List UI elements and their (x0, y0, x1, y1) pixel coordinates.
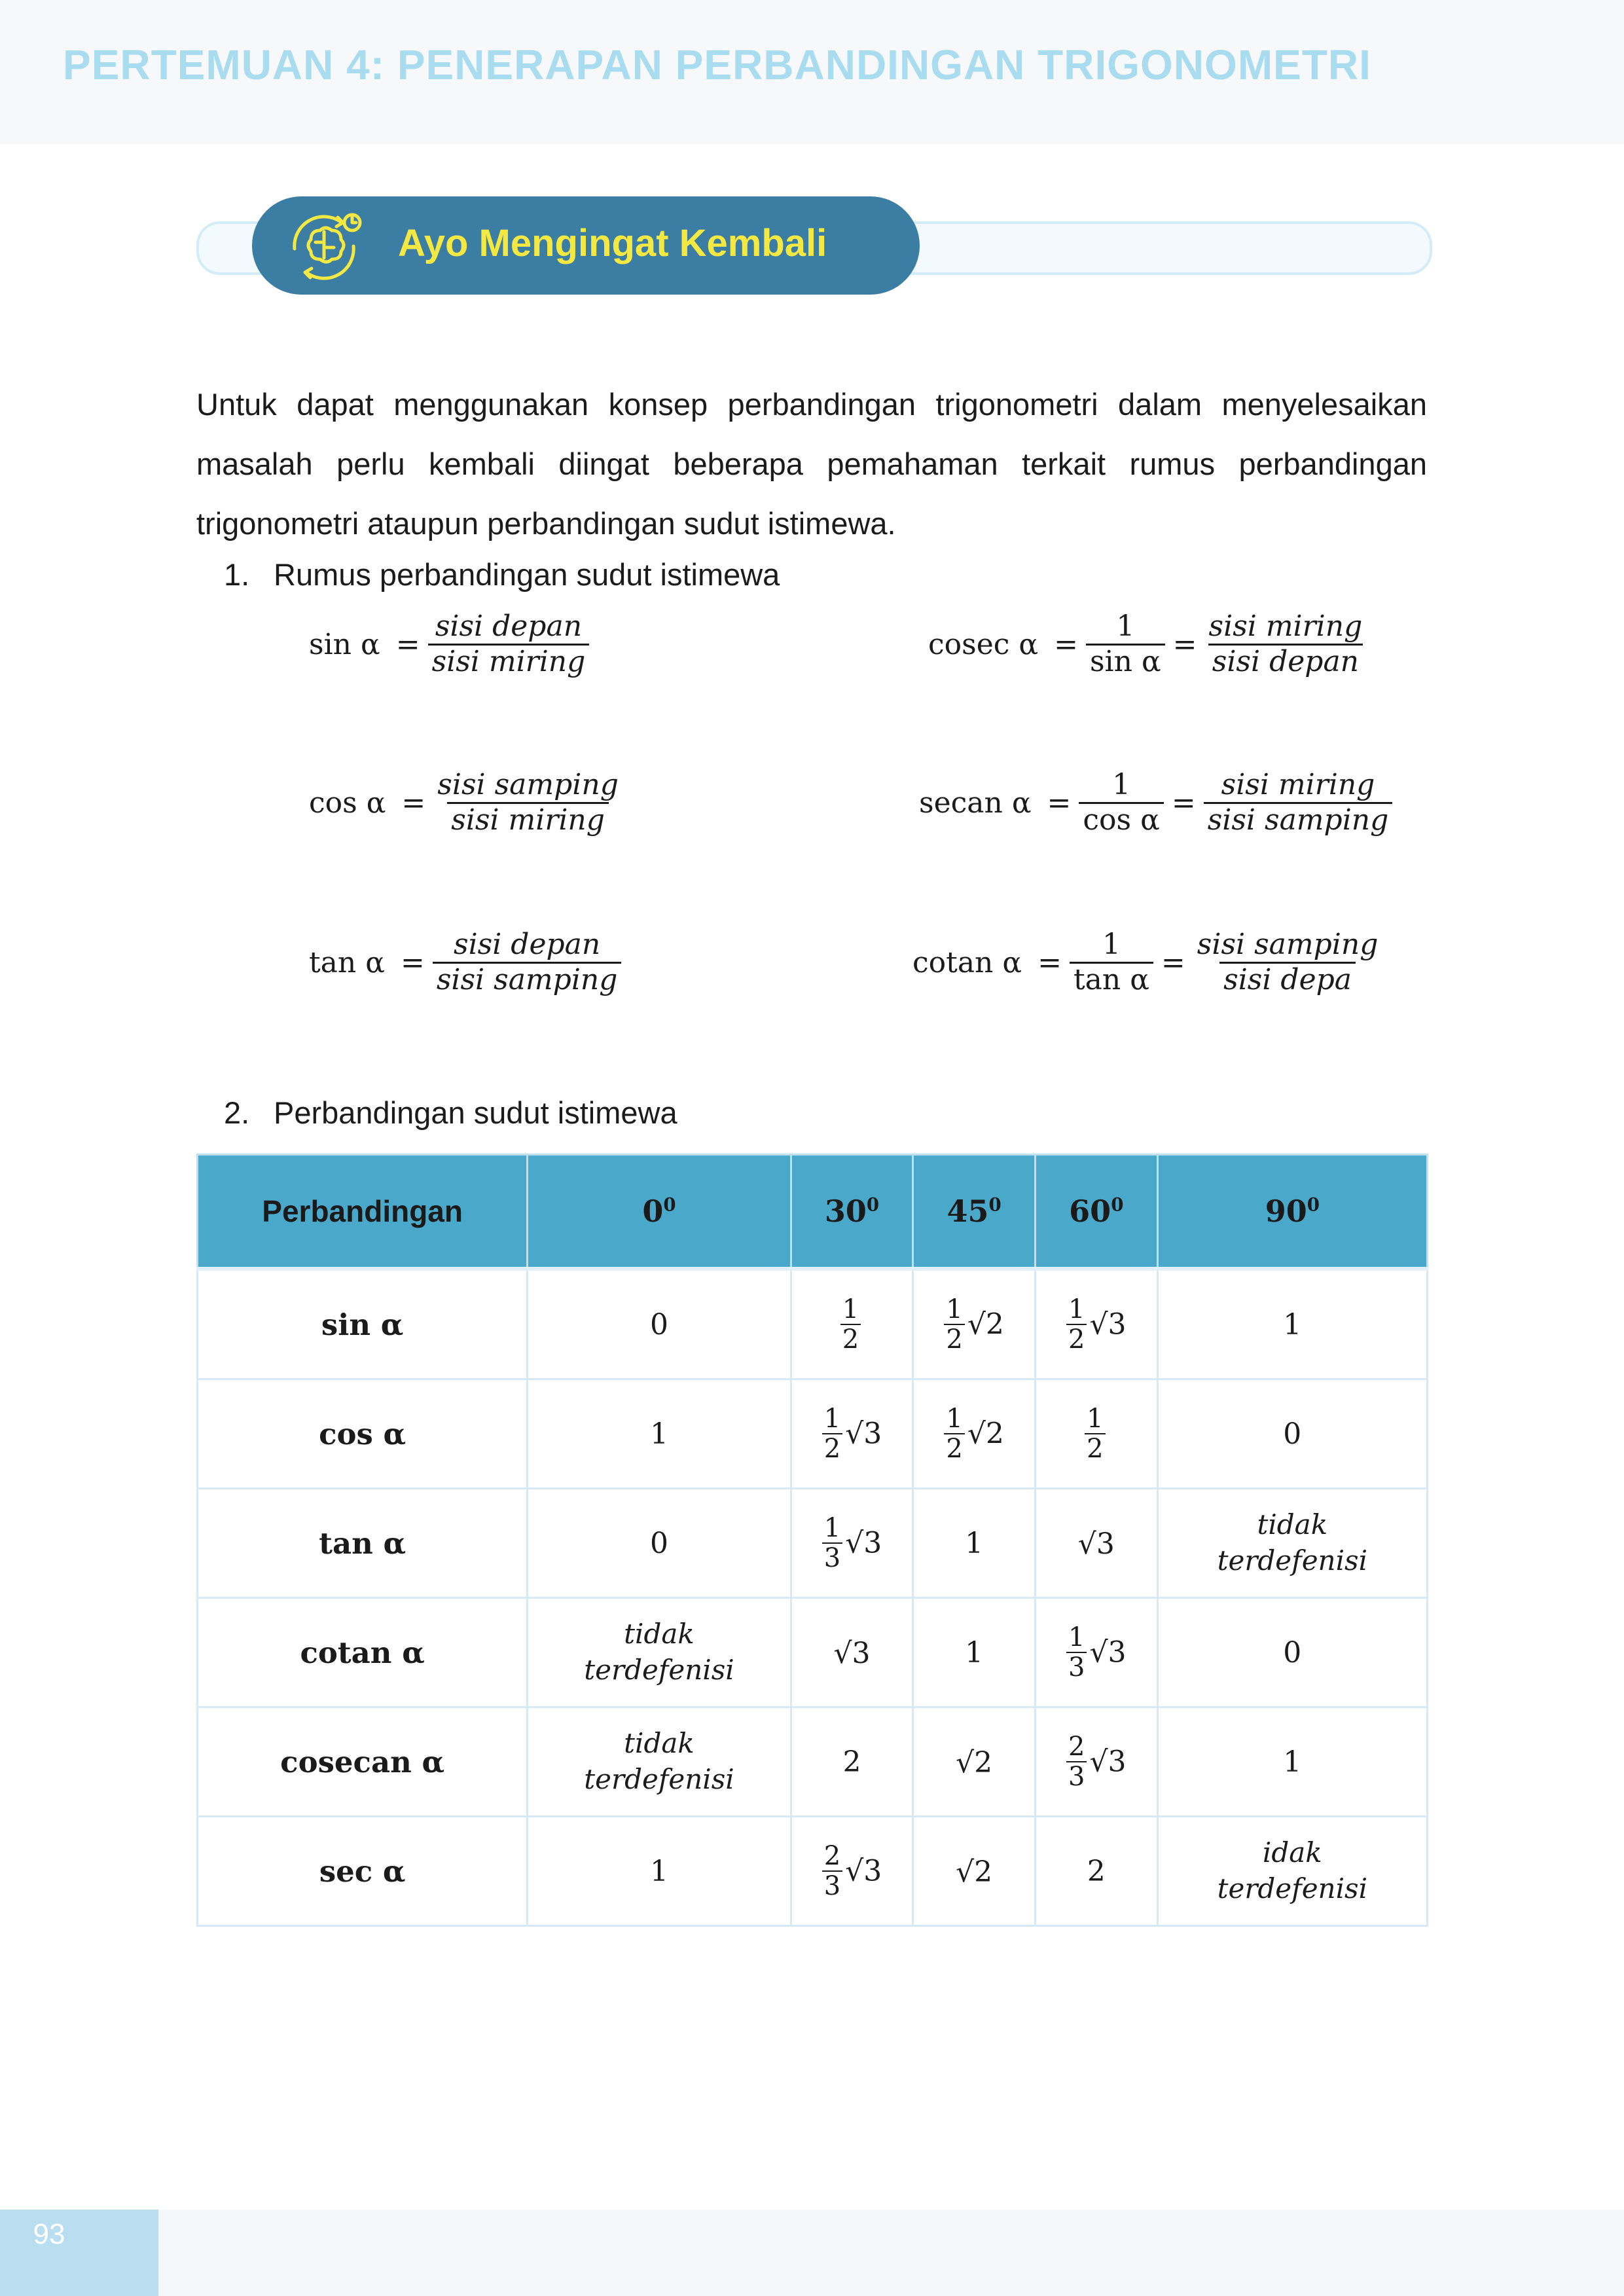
fraction (822, 1842, 842, 1901)
row-header: cosecan α (198, 1707, 528, 1817)
numerator: sisi miring (1221, 768, 1375, 801)
sqrt-sign: √ (956, 1855, 975, 1889)
list-number: 2. (224, 1095, 250, 1130)
numerator: 1 (823, 1513, 841, 1543)
formula-lhs: sin α (309, 627, 380, 661)
denominator: 2 (944, 1433, 964, 1463)
table-cell: 1 (1157, 1707, 1427, 1817)
angle-value: 0 (642, 1194, 664, 1229)
fraction (822, 1514, 842, 1573)
sqrt-sign: √ (1089, 1745, 1108, 1779)
sqrt-sign: √ (845, 1854, 864, 1888)
table-row (198, 1489, 1428, 1598)
table-cell: 0 (528, 1489, 791, 1598)
table-row (198, 1598, 1428, 1707)
sqrt-sign: √ (833, 1637, 852, 1670)
table-cell: 0 (528, 1269, 791, 1379)
equals-sign: = (400, 945, 425, 979)
equals-sign: = (395, 627, 420, 661)
table-cell (1035, 1379, 1157, 1489)
table-cell (791, 1269, 913, 1379)
denominator: 3 (822, 1870, 842, 1901)
numerator: sisi depan (454, 928, 601, 961)
numerator: sisi miring (1208, 610, 1363, 643)
radicand: 3 (1108, 1307, 1127, 1341)
undefined-text: tidak (624, 1618, 695, 1650)
list-item-1 (224, 556, 780, 592)
denominator: 2 (822, 1433, 842, 1463)
undefined-text: tidak (624, 1727, 695, 1760)
undefined-text: terdefenisi (584, 1654, 734, 1686)
sqrt-sign: √ (845, 1526, 864, 1560)
table-cell (913, 1269, 1036, 1379)
fraction (944, 1404, 964, 1463)
fraction (428, 610, 590, 678)
table-cell (1035, 1707, 1157, 1817)
equals-sign: = (1161, 945, 1185, 979)
footer-band (0, 2210, 1624, 2296)
denominator: tan α (1070, 962, 1153, 997)
list-text: Perbandingan sudut istimewa (274, 1095, 677, 1130)
column-header (1035, 1155, 1157, 1269)
table-cell: 2 (791, 1707, 913, 1817)
fraction (1205, 610, 1367, 678)
formula-lhs: cos α (309, 786, 386, 820)
equals-sign: = (1047, 786, 1072, 820)
equals-sign: = (1054, 627, 1078, 661)
row-header: sin α (198, 1269, 528, 1379)
denominator: 3 (1066, 1652, 1087, 1682)
row-header: sec α (198, 1817, 528, 1926)
radicand: 2 (974, 1746, 993, 1779)
sqrt-sign: √ (967, 1417, 986, 1451)
formula-tan (309, 928, 621, 996)
numerator: 1 (946, 1404, 963, 1434)
angle-value: 60 (1069, 1194, 1111, 1229)
radicand: 2 (974, 1855, 993, 1889)
column-header (528, 1155, 791, 1269)
list-item-2 (224, 1095, 677, 1131)
table-row (198, 1379, 1428, 1489)
angle-value: 45 (947, 1194, 989, 1229)
radicand: 3 (852, 1637, 871, 1670)
radicand: 3 (1096, 1527, 1115, 1561)
sqrt-sign: √ (1089, 1307, 1108, 1341)
table-cell (1157, 1817, 1427, 1926)
formula-cosec (928, 610, 1366, 678)
table-cell (791, 1817, 913, 1926)
table-row (198, 1817, 1428, 1926)
column-header: Perbandingan (198, 1155, 528, 1269)
denominator: 3 (1066, 1761, 1087, 1791)
list-number: 1. (224, 557, 250, 592)
radicand: 3 (1108, 1635, 1127, 1669)
fraction (840, 1295, 861, 1354)
formula-lhs: tan α (309, 945, 385, 979)
numerator: 1 (1087, 1404, 1104, 1434)
fraction (1204, 769, 1393, 837)
undefined-text: terdefenisi (1217, 1544, 1368, 1576)
denominator: 2 (1066, 1324, 1087, 1354)
table-cell: 1 (528, 1817, 791, 1926)
intro-paragraph: Untuk dapat menggunakan konsep perbandingan trigonometri dalam menyelesaikan masalah perlu kembali diingat beberapa pemahaman terkait rumus perbandingan trigonometri ataupun perbandingan sudut istimewa. (196, 387, 1427, 541)
numerator: 1 (842, 1294, 859, 1324)
table-cell: 2 (1035, 1817, 1157, 1926)
denominator: sisi samping (433, 962, 622, 997)
banner-title: Ayo Mengingat Kembali (398, 222, 827, 264)
fraction (1070, 928, 1153, 996)
special-angle-table (196, 1154, 1428, 1927)
table-cell: 0 (1157, 1598, 1427, 1707)
angle-value: 90 (1265, 1194, 1307, 1229)
formula-lhs: cosec α (928, 627, 1039, 661)
formula-lhs: secan α (919, 786, 1032, 820)
table-cell (791, 1489, 913, 1598)
table-cell (1035, 1269, 1157, 1379)
formula-lhs: cotan α (912, 945, 1022, 979)
undefined-text: terdefenisi (1217, 1872, 1368, 1904)
numerator: sisi samping (437, 768, 619, 801)
radicand: 3 (863, 1854, 882, 1888)
sqrt-sign: √ (845, 1417, 864, 1451)
table-cell: 1 (1157, 1269, 1427, 1379)
denominator: 2 (944, 1324, 964, 1354)
denominator: sisi samping (1204, 802, 1393, 837)
table-cell (913, 1707, 1036, 1817)
table-cell: 1 (913, 1598, 1036, 1707)
formula-cotan (912, 928, 1382, 996)
undefined-text: terdefenisi (584, 1763, 734, 1795)
numerator: 1 (1068, 1622, 1085, 1652)
numerator: 1 (1112, 768, 1131, 801)
numerator: 1 (1068, 1294, 1085, 1324)
fraction (944, 1295, 964, 1354)
table-cell: 1 (913, 1489, 1036, 1598)
table-cell (1157, 1489, 1427, 1598)
equals-sign: = (1172, 627, 1197, 661)
numerator: 2 (823, 1841, 841, 1871)
fraction (822, 1404, 842, 1463)
fraction (433, 769, 623, 837)
fraction (1079, 769, 1163, 837)
equals-sign: = (401, 786, 426, 820)
denominator: 2 (840, 1324, 861, 1354)
fraction (1085, 1404, 1105, 1463)
row-header: cos α (198, 1379, 528, 1489)
numerator: sisi depan (435, 610, 583, 643)
denominator: sisi miring (428, 644, 590, 679)
row-header: cotan α (198, 1598, 528, 1707)
table-cell (913, 1379, 1036, 1489)
table-row (198, 1707, 1428, 1817)
row-header: tan α (198, 1489, 528, 1598)
fraction (1066, 1295, 1087, 1354)
undefined-text: tidak (1257, 1508, 1328, 1541)
degree-sup: 0 (866, 1194, 880, 1216)
chapter-title: PERTEMUAN 4: PENERAPAN PERBANDINGAN TRIGONOMETRI (63, 41, 1371, 88)
numerator: 1 (823, 1404, 841, 1434)
denominator: sisi depan (1208, 644, 1363, 679)
table-cell (528, 1598, 791, 1707)
formula-cos (309, 769, 623, 837)
table-cell (913, 1817, 1036, 1926)
denominator: sin α (1086, 644, 1165, 679)
column-header (913, 1155, 1036, 1269)
degree-sup: 0 (663, 1194, 676, 1216)
fraction (1066, 1623, 1087, 1682)
list-text: Rumus perbandingan sudut istimewa (274, 557, 780, 592)
formula-sin (309, 610, 589, 678)
equals-sign: = (1171, 786, 1196, 820)
brain-refresh-icon (281, 208, 367, 283)
sqrt-sign: √ (1089, 1635, 1108, 1669)
fraction (433, 928, 622, 996)
equals-sign: = (1038, 945, 1062, 979)
formula-secan (919, 769, 1392, 837)
table-cell (1035, 1598, 1157, 1707)
table-cell: 1 (528, 1379, 791, 1489)
column-header (1157, 1155, 1427, 1269)
radicand: 2 (985, 1307, 1004, 1341)
radicand: 3 (863, 1526, 882, 1560)
denominator: sisi depa (1219, 962, 1356, 997)
numerator: 1 (1116, 610, 1135, 643)
degree-sup: 0 (988, 1194, 1001, 1216)
fraction (1193, 928, 1382, 996)
fraction (1086, 610, 1165, 678)
radicand: 3 (1108, 1745, 1127, 1779)
table-header-row (198, 1155, 1428, 1269)
radicand: 3 (863, 1417, 882, 1451)
denominator: sisi miring (447, 802, 609, 837)
table-cell (528, 1707, 791, 1817)
degree-sup: 0 (1307, 1194, 1320, 1216)
numerator: 1 (946, 1294, 963, 1324)
numerator: 1 (1102, 928, 1121, 961)
denominator: 3 (822, 1542, 842, 1573)
sqrt-sign: √ (1077, 1527, 1096, 1561)
sqrt-sign: √ (967, 1307, 986, 1341)
numerator: sisi samping (1197, 928, 1379, 961)
angle-value: 30 (824, 1194, 867, 1229)
table-row (198, 1269, 1428, 1379)
sqrt-sign: √ (956, 1746, 975, 1779)
table-cell (1035, 1489, 1157, 1598)
page-number: 93 (33, 2218, 65, 2250)
table-cell (791, 1379, 913, 1489)
numerator: 2 (1068, 1732, 1085, 1762)
table-cell (791, 1598, 913, 1707)
degree-sup: 0 (1111, 1194, 1124, 1216)
radicand: 2 (985, 1417, 1004, 1451)
undefined-text: idak (1262, 1836, 1322, 1869)
column-header (791, 1155, 913, 1269)
denominator: cos α (1079, 802, 1163, 837)
fraction (1066, 1732, 1087, 1791)
denominator: 2 (1085, 1433, 1105, 1463)
table-cell: 0 (1157, 1379, 1427, 1489)
